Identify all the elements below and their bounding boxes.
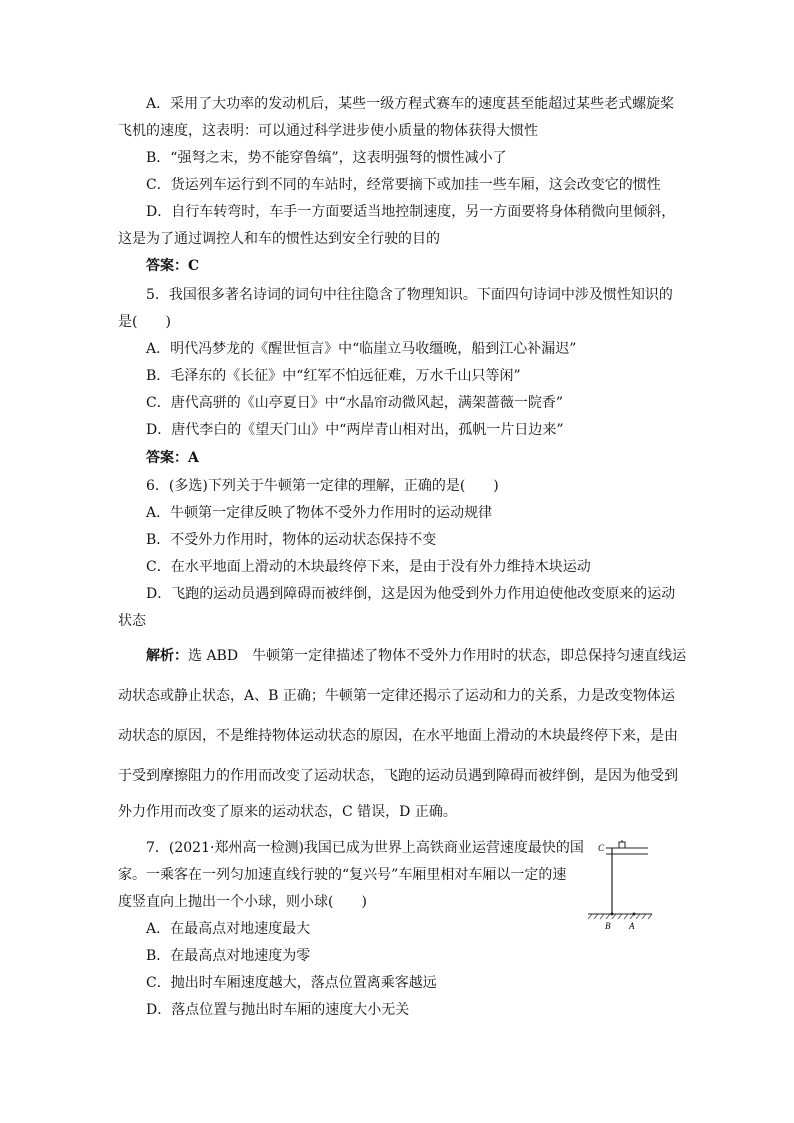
q6-analysis-line4: 于受到摩擦阻力的作用而改变了运动状态，飞跑的运动员遇到障碍而被绊倒，是因为他受到 [118, 768, 678, 784]
option-d-line1: D．自行车转弯时，车手一方面要适当地控制速度，另一方面要将身体稍微向里倾斜， [146, 204, 676, 220]
small-block [619, 842, 625, 848]
q6-option-a: A．牛顿第一定律反映了物体不受外力作用时的运动规律 [146, 505, 493, 521]
option-a-line2: 飞机的速度，这表明：可以通过科学进步使小质量的物体获得大惯性 [118, 123, 538, 139]
figure-label-a: A [629, 921, 635, 930]
q6-analysis-line2: 动状态或静止状态，A、B 正确；牛顿第一定律还揭示了运动和力的关系，力是改变物体运 [118, 688, 675, 704]
point-b-marker [611, 913, 614, 916]
q5-answer: 答案：A [146, 450, 199, 466]
option-a-line1: A．采用了大功率的发动机后，某些一级方程式赛车的速度甚至能超过某些老式螺旋桨 [146, 96, 675, 112]
ground-hatching [588, 914, 652, 919]
train-ball-diagram [586, 838, 656, 930]
q5-stem-line1: 5．我国很多著名诗词的词句中往往隐含了物理知识。下面四句诗词中涉及惯性知识的 [146, 287, 673, 303]
q5-stem-line2: 是( ) [118, 314, 171, 330]
q6-option-c: C．在水平地面上滑动的木块最终停下来，是由于没有外力维持木块运动 [146, 559, 591, 575]
q7-option-b: B．在最高点对地速度为零 [146, 948, 311, 964]
q7-stem-line2: 家。一乘客在一列匀加速直线行驶的“复兴号”车厢里相对车厢以一定的速 [118, 867, 567, 883]
q5-option-c: C．唐代高骈的《山亭夏日》中“水晶帘动微风起，满架蔷薇一院香” [146, 395, 564, 411]
q7-option-d: D．落点位置与抛出时车厢的速度大小无关 [146, 1002, 410, 1018]
q6-option-d-line1: D．飞跑的运动员遇到障碍而被绊倒，这是因为他受到外力作用迫使他改变原来的运动 [146, 586, 676, 602]
option-b: B．“强弩之末，势不能穿鲁缟”，这表明强弩的惯性减小了 [146, 150, 507, 166]
q5-option-d: D．唐代李白的《望天门山》中“两岸青山相对出，孤帆一片日边来” [146, 422, 564, 438]
q6-analysis-line5: 外力作用而改变了原来的运动状态，C 错误，D 正确。 [118, 804, 457, 820]
figure-label-c: C [598, 843, 605, 853]
q7-option-a: A．在最高点对地速度最大 [146, 921, 311, 937]
point-a-marker [633, 913, 636, 916]
q7-stem-line1: 7．(2021·郑州高一检测)我国已成为世界上高铁商业运营速度最快的国 [146, 840, 584, 856]
q6-analysis-line3: 动状态的原因，不是维持物体运动状态的原因，在水平地面上滑动的木块最终停下来，是由 [118, 728, 678, 744]
q5-option-b: B．毛泽东的《长征》中“红军不怕远征难，万水千山只等闲” [146, 368, 521, 384]
q5-option-a: A．明代冯梦龙的《醒世恒言》中“临崖立马收缰晚，船到江心补漏迟” [146, 341, 577, 357]
analysis-text-1: 选 ABD 牛顿第一定律描述了物体不受外力作用时的状态，即总保持匀速直线运 [188, 648, 687, 664]
figure-label-b: B [605, 921, 611, 930]
option-c: C．货运列车运行到不同的车站时，经常要摘下或加挂一些车厢，这会改变它的惯性 [146, 177, 661, 193]
q6-analysis-line1 [146, 646, 686, 666]
answer-prev: 答案：C [146, 258, 200, 274]
q7-stem-line3: 度竖直向上抛出一个小球，则小球( ) [118, 894, 367, 910]
q7-option-c: C．抛出时车厢速度越大，落点位置离乘客越远 [146, 975, 437, 991]
option-d-line2: 这是为了通过调控人和车的惯性达到安全行驶的目的 [118, 231, 440, 247]
q6-stem: 6．(多选)下列关于牛顿第一定律的理解，正确的是( ) [146, 478, 499, 494]
q6-option-b: B．不受外力作用时，物体的运动状态保持不变 [146, 532, 437, 548]
q6-option-d-line2: 状态 [118, 613, 146, 629]
analysis-label: 解析： [146, 648, 188, 664]
